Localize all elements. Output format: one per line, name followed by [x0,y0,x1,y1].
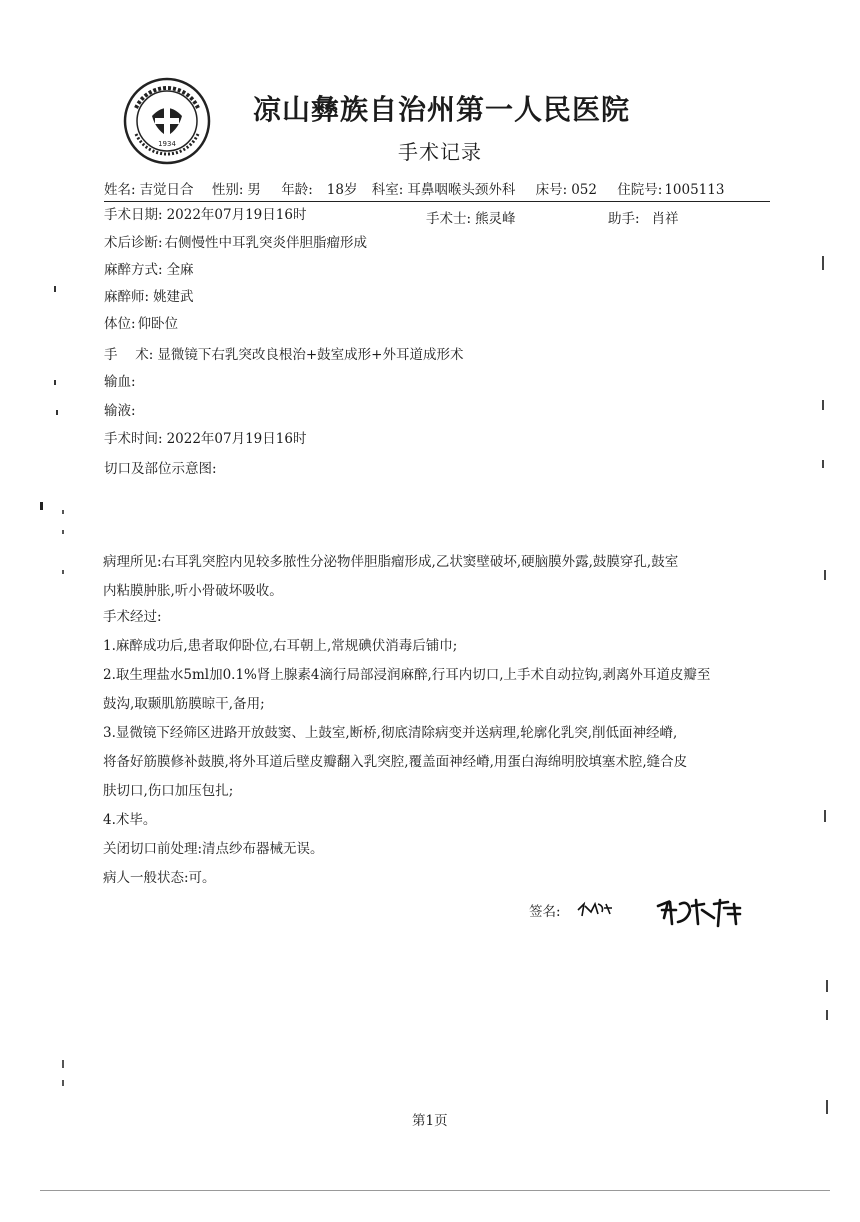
surgery-time-label: 手术时间: [104,431,163,447]
age-label: 年龄: [281,182,313,198]
course-label: 手术经过: [103,609,162,625]
diagnosis-label: 术后诊断: [104,235,163,251]
position-row [104,314,178,334]
findings-line-1: 病理所见:右耳乳突腔内见较多脓性分泌物伴胆脂瘤形成,乙状窦壁破坏,硬脑膜外露,鼓膜穿孔,鼓室 [103,554,679,570]
patient-general-state: 病人一般状态:可。 [103,870,216,886]
findings-line-2: 内粘膜肿胀,听小骨破坏吸收。 [103,583,283,599]
diagnosis-row [104,233,367,253]
surgeon-name: 熊灵峰 [475,211,516,227]
anesthesiologist-label: 麻醉师: [104,289,150,305]
surgery-time: 2022年07月19日16时 [166,431,307,447]
record-title: 手术记录 [398,140,482,164]
inpatient-number: 1005113 [664,182,725,198]
course-step-3-line-3: 肤切口,伤口加压包扎; [103,783,234,799]
course-step-3-line-1: 3.显微镜下经筛区进路开放鼓窦、上鼓室,断桥,彻底清除病变并送病理,轮廓化乳突,削低面神经嵴, [103,725,678,741]
transfusion-label: 输血: [104,374,136,390]
dept-label: 科室: [371,182,404,198]
procedure-label: 手 术: [104,347,154,363]
course-step-4: 4.术毕。 [103,812,157,828]
course-step-3-line-2: 将备好筋膜修补鼓膜,将外耳道后壁皮瓣翻入乳突腔,覆盖面神经嵴,用蛋白海绵明胶填塞术腔,缝合皮 [103,754,688,770]
surgery-time-row [104,429,306,449]
patient-dept: 耳鼻咽喉头颈外科 [407,182,516,198]
surgery-date-label: 手术日期: [104,207,163,223]
patient-bed: 052 [571,182,597,198]
pre-close-treatment: 关闭切口前处理:清点纱布器械无误。 [103,841,324,857]
surgeon-field [426,209,516,229]
position-value: 仰卧位 [137,316,179,332]
anesthesia-value: 全麻 [166,262,194,278]
inpatient-label: 住院号: [617,182,663,198]
scan-edge-marks-left-icon [40,280,70,1100]
page-number: 第1页 [412,1113,448,1129]
bed-label: 床号: [535,182,568,198]
assistant-field [608,209,679,229]
name-label: 姓名: [104,182,136,198]
gender-label: 性别: [211,182,244,198]
signature-label: 签名: [529,904,561,920]
pathology-findings [103,548,678,606]
course-step-2-line-1: 2.取生理盐水5ml加0.1%肾上腺素4滴行局部浸润麻醉,行耳内切口,上手术自动拉钩,剥离外耳道皮瓣至 [103,667,711,683]
hospital-name: 凉山彝族自治州第一人民医院 [253,93,631,126]
scan-edge-marks-right-icon [812,250,842,1150]
assistant-label: 助手: [608,211,640,227]
anesthesia-row [104,260,194,280]
assistant-name: 肖祥 [651,211,679,227]
patient-info-row [104,180,724,200]
hospital-seal-icon [122,76,212,166]
anesthesiologist-row [104,287,194,307]
diagnosis-value: 右侧慢性中耳乳突炎伴胆脂瘤形成 [164,235,368,251]
incision-diagram-label: 切口及部位示意图: [104,461,217,477]
header-divider [104,201,770,202]
course-step-2-line-2: 鼓沟,取颞肌筋膜晾干,备用; [103,696,265,712]
scan-bottom-edge [40,1190,830,1191]
patient-gender: 男 [247,182,261,198]
procedure-row [104,345,463,365]
surgery-date: 2022年07月19日16时 [166,207,307,223]
anesthesiologist-name: 姚建武 [153,289,194,305]
surgery-course [103,603,710,893]
position-label: 体位: [104,316,136,332]
anesthesia-label: 麻醉方式: [104,262,163,278]
surgeon-label: 手术士: [426,211,472,227]
procedure-value: 显微镜下右乳突改良根治+鼓室成形+外耳道成形术 [157,347,464,363]
svg-text:1934: 1934 [158,140,176,148]
patient-name: 吉觉日合 [139,182,194,198]
course-step-1: 1.麻醉成功后,患者取仰卧位,右耳朝上,常规碘伏消毒后铺巾; [103,638,458,654]
infusion-label: 输液: [104,403,136,419]
surgery-date-row [104,205,306,225]
signature-scribble-1-icon [576,898,616,920]
patient-age: 18岁 [326,182,358,198]
signature-scribble-2-icon [654,896,746,930]
